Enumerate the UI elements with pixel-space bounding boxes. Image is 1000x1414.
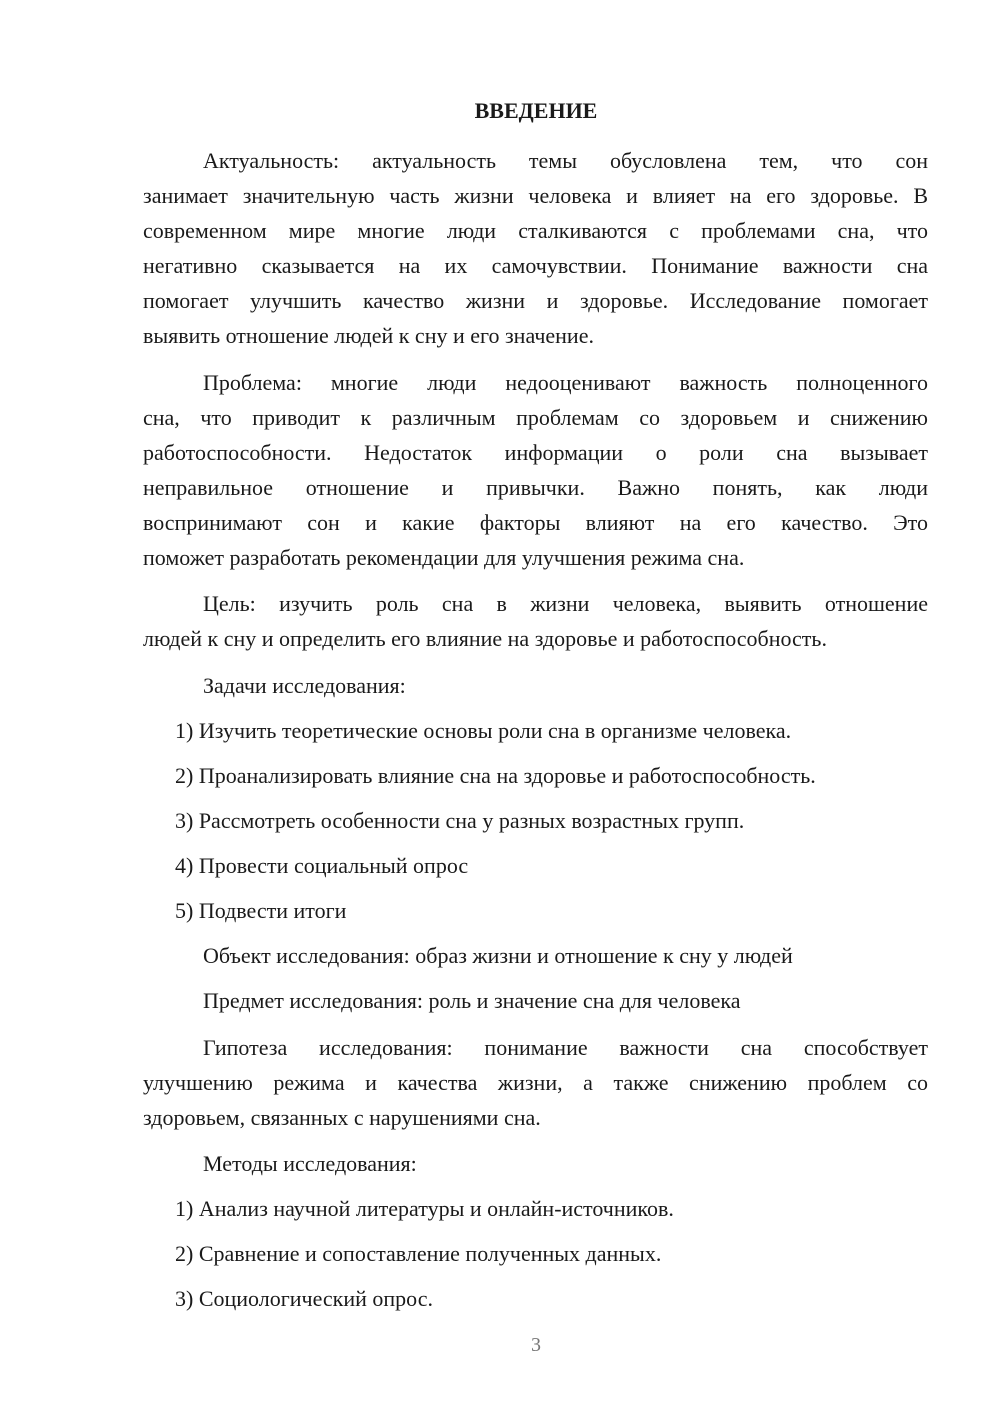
task-item: 4) Провести социальный опрос [175,853,469,878]
relevance-paragraph [143,143,928,353]
task-item: 1) Изучить теоретические основы роли сна в организме человека. [175,718,792,743]
method-item: 3) Социологический опрос. [175,1286,433,1311]
hypothesis-paragraph [143,1030,928,1135]
text-line: Актуальность: актуальность темы обусловлена тем, что сон [203,148,928,173]
goal-paragraph [143,586,928,656]
research-object: Объект исследования: образ жизни и отношение к сну у людей [203,943,793,968]
methods-heading: Методы исследования: [203,1151,417,1176]
text-line: людей к сну и определить его влияние на здоровье и работоспособность. [143,626,827,651]
research-subject: Предмет исследования: роль и значение сна для человека [203,988,741,1013]
page-number: 3 [531,1334,541,1356]
text-line: Проблема: многие люди недооценивают важность полноценного [203,370,928,395]
text-line: улучшению режима и качества жизни, а также снижению проблем со [143,1070,928,1095]
text-line: выявить отношение людей к сну и его значение. [143,323,594,348]
problem-paragraph [143,365,928,575]
text-line: помогает улучшить качество жизни и здоровье. Исследование помогает [143,288,928,313]
section-title: ВВЕДЕНИЕ [474,98,598,123]
text-line: неправильное отношение и привычки. Важно понять, как люди [143,475,928,500]
method-item: 1) Анализ научной литературы и онлайн-источников. [175,1196,674,1221]
text-line: занимает значительную часть жизни человека и влияет на его здоровье. В [143,183,928,208]
method-item: 2) Сравнение и сопоставление полученных данных. [175,1241,662,1266]
text-line: воспринимают сон и какие факторы влияют на его качество. Это [143,510,928,535]
text-line: работоспособности. Недостаток информации о роли сна вызывает [143,440,928,465]
text-line: поможет разработать рекомендации для улучшения режима сна. [143,545,745,570]
text-line: негативно сказывается на их самочувствии. Понимание важности сна [143,253,928,278]
text-line: сна, что приводит к различным проблемам со здоровьем и снижению [143,405,928,430]
text-line: современном мире многие люди сталкиваются с проблемами сна, что [143,218,928,243]
task-item: 3) Рассмотреть особенности сна у разных возрастных групп. [175,808,745,833]
text-line: здоровьем, связанных с нарушениями сна. [143,1105,541,1130]
task-item: 5) Подвести итоги [175,898,347,923]
text-line: Гипотеза исследования: понимание важности сна способствует [203,1035,928,1060]
task-item: 2) Проанализировать влияние сна на здоровье и работоспособность. [175,763,816,788]
tasks-heading: Задачи исследования: [203,673,406,698]
text-line: Цель: изучить роль сна в жизни человека, выявить отношение [203,591,928,616]
